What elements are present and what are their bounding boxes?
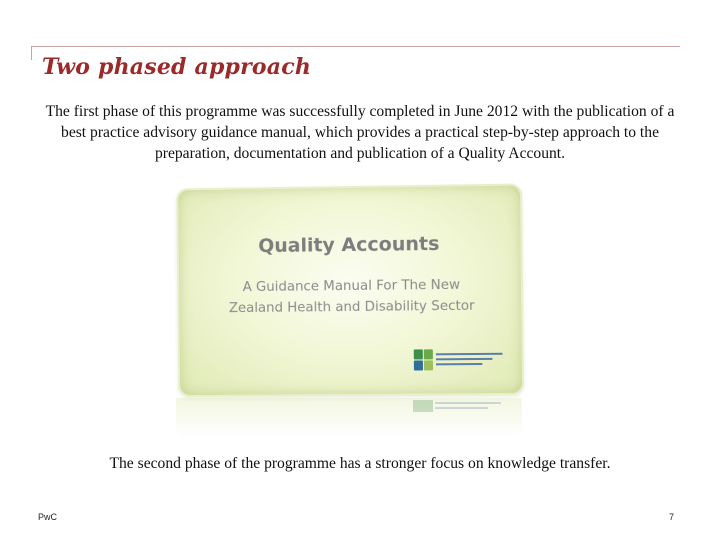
title-rule-horizontal	[31, 46, 680, 47]
logo-wordmark	[436, 353, 503, 369]
footer-brand: PwC	[38, 512, 58, 522]
cover-title: Quality Accounts	[258, 232, 440, 258]
cover-card	[176, 183, 524, 397]
intro-paragraph: The first phase of this programme was successfully completed in June 2012 with the publication of a best practice advisory guidance manual, which provides a practical step-by-step approach to the preparation, documentation and publication of a Quality Account.	[45, 103, 675, 162]
slide-title: Two phased approach	[42, 54, 312, 80]
hqsc-logo-icon	[414, 349, 505, 372]
guidance-manual-cover-image	[176, 186, 524, 416]
title-rule-vertical	[31, 46, 32, 60]
logo-mark	[414, 349, 434, 371]
second-phase-text: The second phase of the programme has a stronger focus on knowledge transfer.	[109, 455, 611, 472]
cover-subtitle: A Guidance Manual For The New Zealand Health and Disability Sector	[228, 277, 475, 317]
page-number: 7	[669, 512, 675, 522]
logo-reflection	[413, 400, 503, 416]
